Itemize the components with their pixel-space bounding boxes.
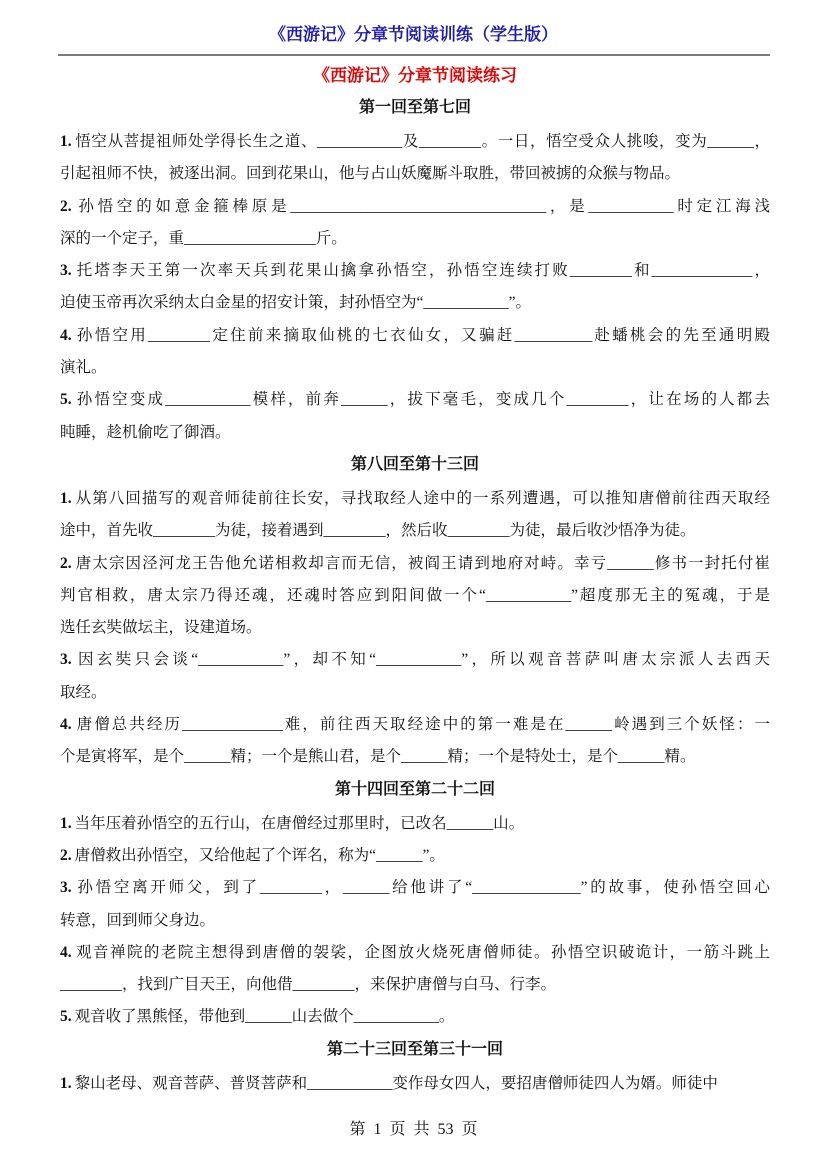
question-line	[60, 741, 770, 773]
question-text: 判官相救，唐太宗乃得还魂，还魂时答应到阳间做一个“___________”超度那无主的冤魂，于是	[60, 586, 770, 604]
question-line	[60, 515, 770, 547]
question-number: 2.	[60, 846, 72, 864]
question-text: 唐僧总共经历_____________难，前往西天取经途中的第一难是在______岭遇到三个妖怪：一	[74, 716, 770, 734]
question-text: 转意，回到师父身边。	[60, 911, 216, 929]
question-text: 孙悟空变成___________模样，前奔______，拔下毫毛，变成几个________，让在场的人都去	[74, 391, 770, 409]
question	[60, 644, 770, 709]
question-text: 观音禅院的老院主想得到唐僧的袈裟，企图放火烧死唐僧师徒。孙悟空识破诡计，一筋斗跳上	[74, 943, 770, 961]
question-line	[60, 417, 770, 449]
section-heading: 第二十三回至第三十一回	[326, 1040, 503, 1058]
question-line	[60, 352, 770, 384]
question-number: 3.	[60, 262, 72, 280]
question-number: 4.	[60, 716, 72, 734]
question-line	[60, 644, 770, 676]
question	[60, 320, 770, 385]
section-heading: 第十四回至第二十二回	[334, 780, 495, 798]
question-text: 引起祖师不快，被逐出洞。回到花果山，他与占山妖魔厮斗取胜，带回被掳的众猴与物品。	[60, 165, 681, 183]
question-line	[60, 677, 770, 709]
question-line	[60, 709, 770, 741]
page-footer: 第 1 页 共 53 页	[349, 1121, 478, 1138]
question	[60, 709, 770, 774]
question-line	[60, 840, 770, 872]
question	[60, 548, 770, 645]
question-line	[60, 905, 770, 937]
question-number: 5.	[60, 391, 72, 409]
question-text: 取经。	[60, 683, 107, 701]
question-line	[60, 126, 770, 158]
question-number: 1.	[60, 1074, 72, 1092]
question-line	[60, 548, 770, 580]
question-text: 孙悟空的如意金箍棒原是_________________________________，是___________时定江海浅	[74, 197, 770, 215]
question-text: ________，找到广目天王，向他借________，来保护唐僧与白马、行李。	[60, 976, 557, 994]
question-text: 孙悟空离开师父，到了________，______给他讲了“______________”的故事，使孙悟空回心	[74, 879, 770, 897]
question	[60, 808, 770, 840]
question-number: 1.	[60, 489, 72, 507]
question-text: 孙悟空用________定住前来摘取仙桃的七衣仙女，又骗赶__________赴蟠桃会的先至通明殿	[74, 326, 770, 344]
question	[60, 937, 770, 1002]
question-line	[60, 937, 770, 969]
header-divider	[58, 54, 770, 56]
question-line	[60, 872, 770, 904]
question-text: 途中，首先收________为徒，接着遇到________，然后收________为徒，最后收沙悟净为徒。	[60, 522, 696, 540]
question	[60, 840, 770, 872]
section-heading: 第八回至第十三回	[350, 455, 479, 473]
question-number: 4.	[60, 326, 72, 344]
question	[60, 483, 770, 548]
question	[60, 1001, 770, 1033]
question-text: 盹睡，趁机偷吃了御酒。	[60, 423, 231, 441]
question	[60, 872, 770, 937]
question-text: 悟空从菩提祖师处学得长生之道、___________及________。一日，悟空受众人挑唆，变为______，	[74, 133, 770, 150]
question-line	[60, 1068, 770, 1100]
question-number: 4.	[60, 943, 72, 961]
question-number: 3.	[60, 879, 72, 897]
question-number: 3.	[60, 651, 72, 669]
question-text: 当年压着孙悟空的五行山，在唐僧经过那里时，已改名______山。	[74, 814, 525, 832]
sections-container	[60, 92, 770, 1100]
question-line	[60, 320, 770, 352]
question-text: 黎山老母、观音菩萨、普贤菩萨和___________变作母女四人，要招唐僧师徒四人为婿。师徒中	[74, 1074, 718, 1092]
question-number: 2.	[60, 197, 72, 215]
question-text: 观音收了黑熊怪，带他到______山去做个___________。	[74, 1008, 455, 1026]
document-body	[60, 62, 770, 1100]
question-line	[60, 580, 770, 612]
question-line	[60, 223, 770, 255]
document-header-title: 《西游记》分章节阅读训练（学生版）	[269, 25, 558, 44]
question-text: 演礼。	[60, 359, 107, 377]
question-line	[60, 384, 770, 416]
question-text: 个是寅将军，是个______精；一个是熊山君，是个______精；一个是特处士，是个______精。	[60, 748, 696, 766]
question-text: 因玄奘只会谈“___________”，却不知“___________”，所以观音菩萨叫唐太宗派人去西天	[74, 651, 770, 669]
question-number: 5.	[60, 1008, 72, 1026]
question-text: 选任玄奘做坛主，设建道场。	[60, 619, 262, 637]
question-text: 从第八回描写的观音师徒前往长安，寻找取经人途中的一系列遭遇，可以推知唐僧前往西天取经	[74, 489, 770, 507]
question-line	[60, 1001, 770, 1033]
question	[60, 255, 770, 320]
question	[60, 384, 770, 449]
question-line	[60, 191, 770, 223]
question-line	[60, 612, 770, 644]
question	[60, 191, 770, 256]
question-text: 托塔李天王第一次率天兵到花果山擒拿孙悟空，孙悟空连续打败________和_____________，	[74, 262, 770, 280]
question-number: 2.	[60, 554, 72, 572]
question-line	[60, 287, 770, 319]
question-line	[60, 808, 770, 840]
question-line	[60, 158, 770, 190]
section-heading: 第一回至第七回	[358, 99, 471, 116]
question-number: 1.	[60, 814, 72, 832]
question-number: 1.	[60, 133, 72, 150]
question-text: 深的一个定子，重_________________斤。	[60, 229, 347, 247]
question-line	[60, 969, 770, 1001]
question-line	[60, 255, 770, 287]
question-text: 唐太宗因泾河龙王告他允诺相救却言而无信，被阎王请到地府对峙。幸亏______修书一封托付崔	[74, 554, 770, 572]
question	[60, 1068, 770, 1100]
main-title: 《西游记》分章节阅读练习	[313, 66, 517, 85]
question	[60, 126, 770, 191]
question-text: 迫使玉帝再次采纳太白金星的招安计策，封孙悟空为“___________”。	[60, 294, 532, 312]
question-line	[60, 483, 770, 515]
question-text: 唐僧救出孙悟空，又给他起了个诨名，称为“______”。	[74, 846, 445, 864]
